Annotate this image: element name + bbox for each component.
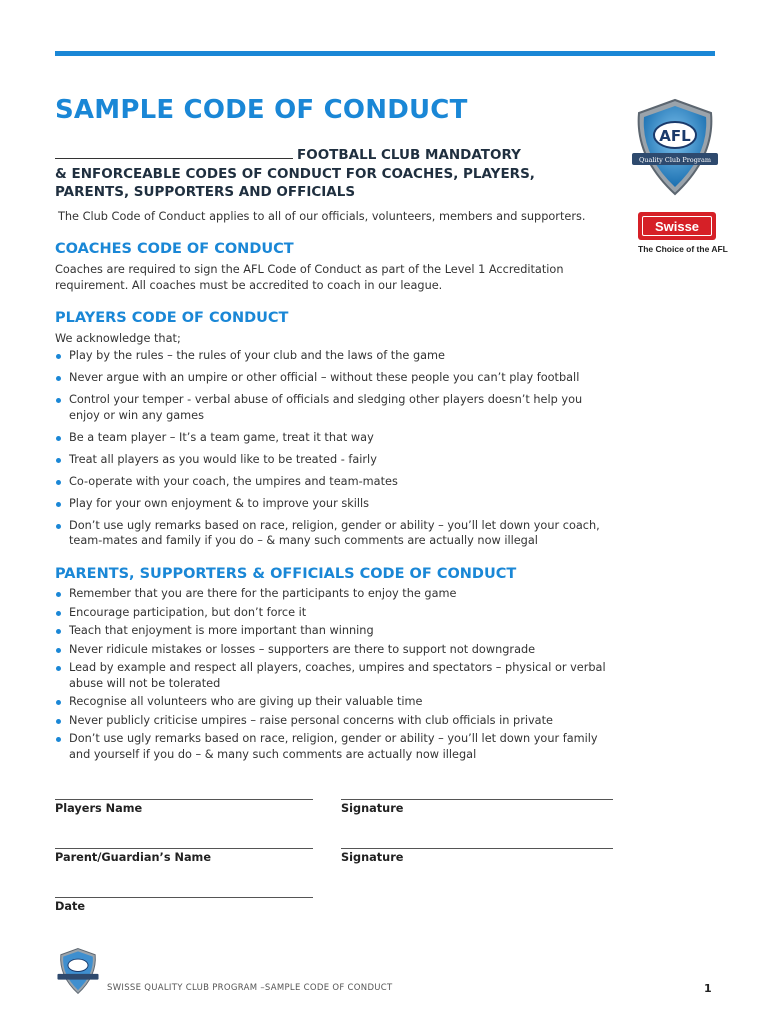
club-name-blank: [55, 146, 293, 159]
top-rule: [55, 51, 715, 56]
list-item: Lead by example and respect all players, coaches, umpires and spectators – physical or verbal abuse will not be tolerated: [55, 660, 615, 691]
svg-text:Quality Club Program: Quality Club Program: [638, 156, 712, 164]
swisse-logo: [638, 212, 728, 254]
list-item: Don’t use ugly remarks based on race, religion, gender or ability – you’ll let down your family and yourself if you do – & many such comments are actually now illegal: [55, 731, 615, 762]
list-item: Control your temper - verbal abuse of officials and sledging other players doesn’t help you enjoy or win any games: [55, 392, 615, 423]
guardian-signature-label: Signature: [341, 851, 404, 864]
parents-list: [55, 586, 615, 765]
list-item: Never ridicule mistakes or losses – supporters are there to support not downgrade: [55, 642, 615, 658]
players-signature-line[interactable]: [341, 799, 613, 800]
list-item: Remember that you are there for the participants to enjoy the game: [55, 586, 615, 602]
coaches-heading: COACHES CODE OF CONDUCT: [55, 241, 294, 257]
page-title: SAMPLE CODE OF CONDUCT: [55, 95, 468, 125]
footer-text: SWISSE QUALITY CLUB PROGRAM –SAMPLE CODE OF CONDUCT: [107, 983, 393, 993]
parents-heading: PARENTS, SUPPORTERS & OFFICIALS CODE OF CONDUCT: [55, 566, 517, 582]
page-number: 1: [704, 982, 712, 995]
list-item: Be a team player – It’s a team game, treat it that way: [55, 430, 615, 446]
players-heading: PLAYERS CODE OF CONDUCT: [55, 310, 289, 326]
list-item: Play by the rules – the rules of your club and the laws of the game: [55, 348, 615, 364]
swisse-logo-text: Swisse: [642, 216, 712, 236]
swisse-tagline: The Choice of the AFL: [638, 244, 728, 254]
coaches-body: Coaches are required to sign the AFL Code of Conduct as part of the Level 1 Accreditation requirement. All coaches must be accredited to coach in our league.: [55, 263, 564, 292]
list-item: Play for your own enjoyment & to improve your skills: [55, 496, 615, 512]
list-item: Never argue with an umpire or other official – without these people you can’t play football: [55, 370, 615, 386]
list-item: Recognise all volunteers who are giving up their valuable time: [55, 694, 615, 710]
guardian-signature-line[interactable]: [341, 848, 613, 849]
list-item: Encourage participation, but don’t force it: [55, 605, 615, 621]
list-item: Treat all players as you would like to be treated - fairly: [55, 452, 615, 468]
date-line[interactable]: [55, 897, 313, 898]
players-signature-label: Signature: [341, 802, 404, 815]
list-item: Don’t use ugly remarks based on race, religion, gender or ability – you’ll let down your coach, team-mates and family if you do – & many such comments are actually now illegal: [55, 518, 615, 549]
players-lead: We acknowledge that;: [55, 332, 181, 345]
players-list: [55, 348, 615, 555]
list-item: Co-operate with your coach, the umpires and team-mates: [55, 474, 615, 490]
date-label: Date: [55, 900, 86, 913]
afl-quality-club-badge: [631, 97, 719, 197]
svg-text:AFL: AFL: [659, 127, 691, 145]
list-item: Never publicly criticise umpires – raise personal concerns with club officials in private: [55, 713, 615, 729]
swisse-logo-box: [638, 212, 716, 240]
afl-footer-badge: [57, 946, 99, 996]
players-name-line[interactable]: [55, 799, 313, 800]
document-subtitle: FOOTBALL CLUB MANDATORY & ENFORCEABLE CODES OF CONDUCT FOR COACHES, PLAYERS, PARENTS, SUPPORTERS AND OFFICIALS: [55, 147, 535, 200]
players-name-label: Players Name: [55, 802, 143, 815]
guardian-name-label: Parent/Guardian’s Name: [55, 851, 211, 864]
intro-text: The Club Code of Conduct applies to all of our officials, volunteers, members and supporters.: [58, 210, 586, 223]
guardian-name-line[interactable]: [55, 848, 313, 849]
list-item: Teach that enjoyment is more important than winning: [55, 623, 615, 639]
